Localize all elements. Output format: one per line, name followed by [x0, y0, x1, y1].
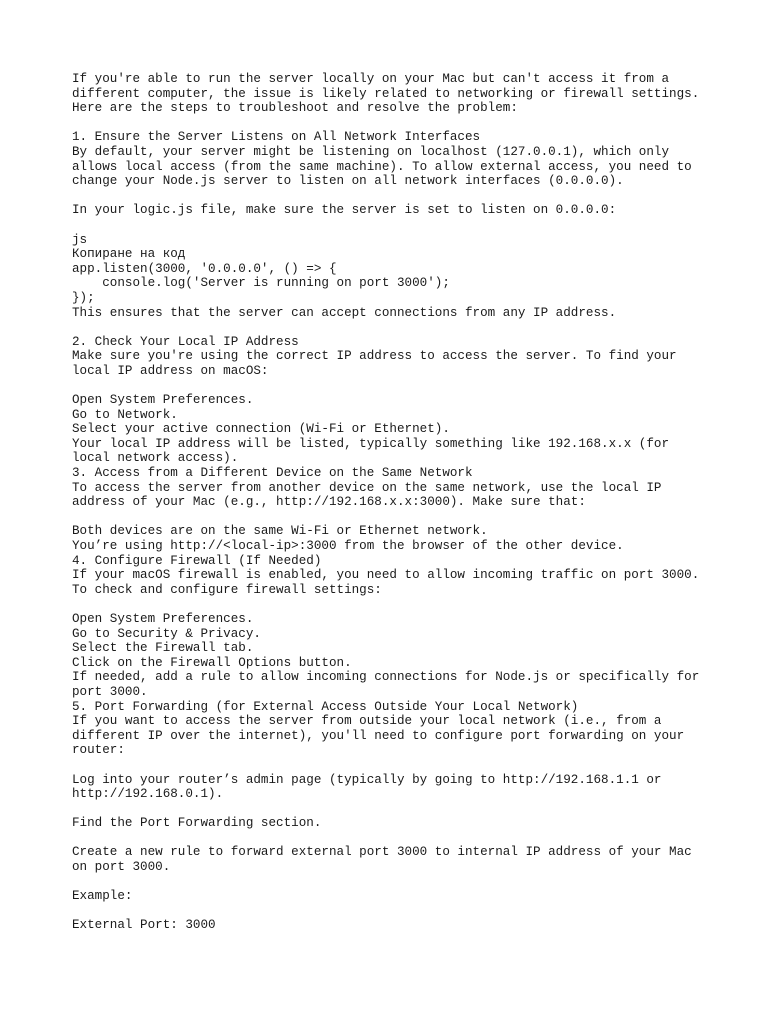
text-line: different IP over the internet), you'll need to configure port forwarding on your: [72, 728, 685, 743]
text-line: If your macOS firewall is enabled, you need to allow incoming traffic on port 3000.: [72, 568, 700, 583]
blank-line: [72, 597, 732, 612]
blank-line: [72, 218, 732, 233]
text-line: External Port: 3000: [72, 918, 216, 933]
text-line: allows local access (from the same machine). To allow external access, you need to: [72, 159, 692, 174]
text-line: different computer, the issue is likely related to networking or firewall settings.: [72, 86, 700, 101]
text-line: console.log('Server is running on port 3000');: [72, 276, 450, 291]
blank-line: [72, 904, 732, 919]
text-line: local IP address on macOS:: [72, 363, 269, 378]
text-line: });: [72, 290, 95, 305]
text-line: Go to Security & Privacy.: [72, 626, 261, 641]
blank-line: [72, 758, 732, 773]
text-line: Create a new rule to forward external port 3000 to internal IP address of your Mac: [72, 845, 692, 860]
text-line: If needed, add a rule to allow incoming connections for Node.js or specifically for: [72, 670, 700, 685]
text-line: port 3000.: [72, 684, 148, 699]
text-line: In your logic.js file, make sure the server is set to listen on 0.0.0.0:: [72, 203, 617, 218]
blank-line: [72, 320, 732, 335]
document-page: [72, 72, 732, 933]
text-line: If you're able to run the server locally on your Mac but can't access it from a: [72, 72, 670, 86]
text-line: local network access).: [72, 451, 239, 466]
blank-line: [72, 189, 732, 204]
text-line: 2. Check Your Local IP Address: [72, 334, 299, 349]
blank-line: [72, 802, 732, 817]
text-line: Select your active connection (Wi-Fi or Ethernet).: [72, 422, 450, 437]
text-line: 3. Access from a Different Device on the Same Network: [72, 466, 473, 481]
text-line: address of your Mac (e.g., http://192.168.x.x:3000). Make sure that:: [72, 495, 586, 510]
text-line: 4. Configure Firewall (If Needed): [72, 553, 322, 568]
text-line: change your Node.js server to listen on all network interfaces (0.0.0.0).: [72, 174, 624, 189]
text-line: You’re using http://<local-ip>:3000 from the browser of the other device.: [72, 539, 624, 553]
text-line: app.listen(3000, '0.0.0.0', () => {: [72, 261, 337, 276]
text-line: on port 3000.: [72, 860, 171, 875]
text-line: Example:: [72, 889, 133, 904]
text-line: Both devices are on the same Wi-Fi or Ethernet network.: [72, 524, 488, 539]
text-line: If you want to access the server from outside your local network (i.e., from a: [72, 714, 662, 729]
text-line: Open System Preferences.: [72, 393, 254, 408]
blank-line: [72, 378, 732, 393]
blank-line: [72, 875, 732, 890]
text-line: js: [72, 232, 88, 247]
text-line: Here are the steps to troubleshoot and resolve the problem:: [72, 101, 518, 116]
text-line: 5. Port Forwarding (for External Access Outside Your Local Network): [72, 699, 579, 714]
blank-line: [72, 831, 732, 846]
blank-line: [72, 116, 732, 131]
text-line: Your local IP address will be listed, typically something like 192.168.x.x (for: [72, 436, 670, 451]
text-line: Select the Firewall tab.: [72, 641, 254, 656]
text-line: To access the server from another device on the same network, use the local IP: [72, 480, 662, 495]
text-line: Копиране на код: [72, 247, 186, 262]
blank-line: [72, 510, 732, 525]
text-line: Click on the Firewall Options button.: [72, 655, 352, 670]
text-line: To check and configure firewall settings:: [72, 582, 382, 597]
text-line: Go to Network.: [72, 407, 178, 422]
text-line: This ensures that the server can accept connections from any IP address.: [72, 305, 617, 320]
text-line: By default, your server might be listening on localhost (127.0.0.1), which only: [72, 144, 670, 159]
text-line: Make sure you're using the correct IP address to access the server. To find your: [72, 349, 677, 364]
text-line: http://192.168.0.1).: [72, 787, 224, 802]
text-line: Find the Port Forwarding section.: [72, 816, 322, 831]
text-line: router:: [72, 743, 125, 758]
text-line: Open System Preferences.: [72, 611, 254, 626]
text-line: 1. Ensure the Server Listens on All Network Interfaces: [72, 130, 481, 145]
text-line: Log into your router’s admin page (typically by going to http://192.168.1.1 or: [72, 772, 662, 787]
